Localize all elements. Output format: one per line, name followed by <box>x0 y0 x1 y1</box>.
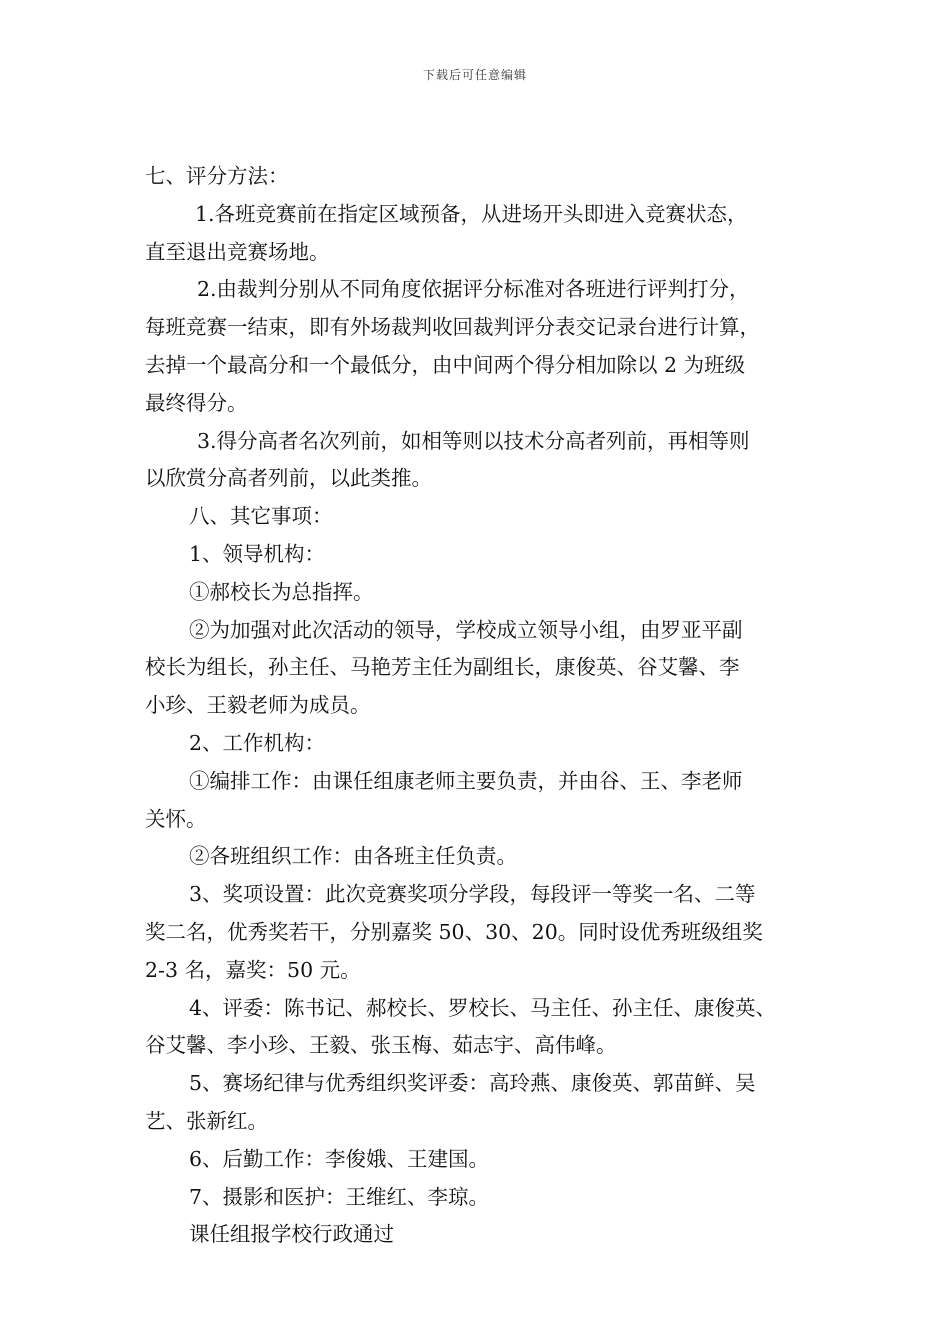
text-line: 小珍、王毅老师为成员。 <box>145 693 371 718</box>
text-line: 7、摄影和医护：王维红、李琼。 <box>189 1184 490 1209</box>
text-line: 以欣赏分高者列前，以此类推。 <box>145 466 432 491</box>
text-line: 八、其它事项： <box>189 504 333 529</box>
text-line: 2.由裁判分别从不同角度依据评分标准对各班进行评判打分， <box>197 277 750 302</box>
text-line: 4、评委：陈书记、郝校长、罗校长、马主任、孙主任、康俊英、 <box>189 995 777 1020</box>
text-line: ②为加强对此次活动的领导，学校成立领导小组，由罗亚平副 <box>189 617 743 642</box>
text-line: ②各班组织工作：由各班主任负责。 <box>189 844 517 869</box>
text-line: 关怀。 <box>145 806 207 831</box>
text-line: 6、后勤工作：李俊娥、王建国。 <box>189 1146 490 1171</box>
text-line: 5、赛场纪律与优秀组织奖评委：高玲燕、康俊英、郭苗鲜、吴 <box>189 1071 756 1096</box>
text-line: 1、领导机构： <box>189 541 326 566</box>
text-line: 2-3 名，嘉奖：50 元。 <box>145 957 361 982</box>
text-line: ①编排工作：由课任组康老师主要负责，并由谷、王、李老师 <box>189 768 743 793</box>
text-line: 3、奖项设置：此次竞赛奖项分学段，每段评一等奖一名、二等 <box>189 882 756 907</box>
text-line: 谷艾馨、李小珍、王毅、张玉梅、茹志宇、高伟峰。 <box>145 1033 617 1058</box>
header-note: 下载后可任意编辑 <box>422 68 527 82</box>
document-body <box>145 158 825 1254</box>
text-line: 2、工作机构： <box>189 730 326 755</box>
text-line: 直至退出竞赛场地。 <box>145 239 330 264</box>
text-line: 去掉一个最高分和一个最低分，由中间两个得分相加除以 2 为班级 <box>145 352 746 377</box>
text-line: 3.得分高者名次列前，如相等则以技术分高者列前，再相等则 <box>197 428 750 453</box>
text-line: 每班竞赛一结束，即有外场裁判收回裁判评分表交记录台进行计算， <box>145 315 760 340</box>
text-line: 课任组报学校行政通过 <box>189 1222 394 1247</box>
text-line: 七、评分方法： <box>145 164 289 188</box>
text-line: ①郝校长为总指挥。 <box>189 579 374 604</box>
text-line: 校长为组长，孙主任、马艳芳主任为副组长，康俊英、谷艾馨、李 <box>145 655 740 680</box>
text-line: 奖二名，优秀奖若干，分别嘉奖 50、30、20。同时设优秀班级组奖 <box>145 919 763 944</box>
text-line: 艺、张新红。 <box>145 1108 268 1133</box>
text-line: 1.各班竞赛前在指定区域预备，从进场开头即进入竞赛状态， <box>195 201 748 226</box>
text-line: 最终得分。 <box>145 390 248 415</box>
